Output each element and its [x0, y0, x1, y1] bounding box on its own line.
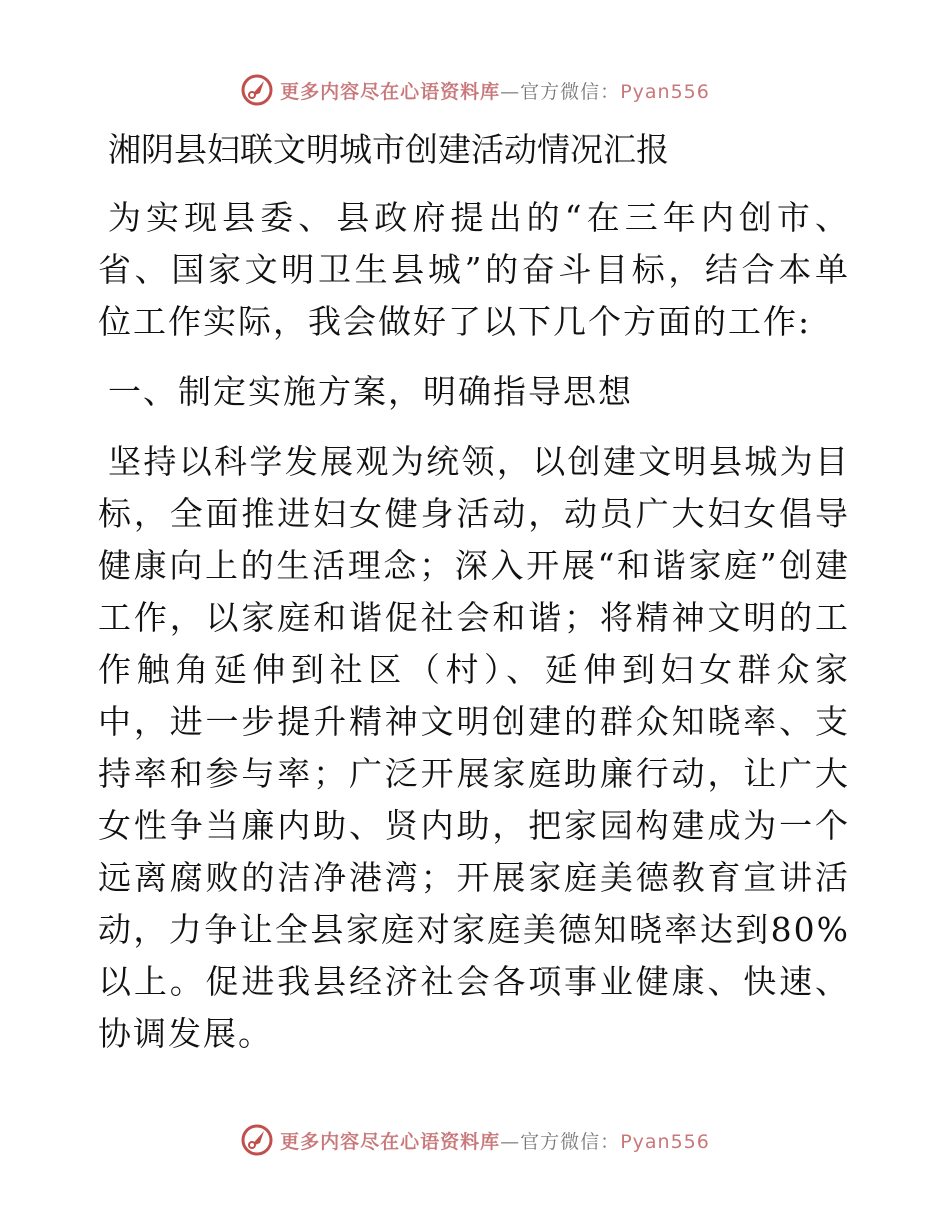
quill-logo-icon — [240, 73, 274, 107]
watermark-footer — [0, 1120, 950, 1160]
intro-paragraph: 为实现县委、县政府提出的“在三年内创市、省、国家文明卫生县城”的奋斗目标，结合本单位工作实际，我会做好了以下几个方面的工作: — [98, 198, 850, 341]
quill-logo-icon — [240, 1123, 274, 1157]
watermark-wechat-label: 官方微信： — [520, 80, 621, 103]
watermark-wechat-id: Pyan556 — [620, 80, 710, 103]
watermark-wechat-id: Pyan556 — [620, 1130, 710, 1153]
watermark-wechat-label: 官方微信： — [520, 1130, 621, 1153]
watermark-main: 更多内容尽在心语资料库 — [280, 1130, 501, 1153]
watermark-header — [0, 70, 950, 110]
section-1-heading: 一、制定实施方案，明确指导思想 — [108, 372, 633, 411]
section-1-paragraph: 坚持以科学发展观为统领，以创建文明县城为目标，全面推进妇女健身活动，动员广大妇女倡导健康向上的生活理念；深入开展“和谐家庭”创建工作，以家庭和谐促社会和谐；将精神文明的工作触角延伸到社区（村）、延伸到妇女群众家中，进一步提升精神文明创建的群众知晓率、支持率和参与率；广泛开展家庭助廉行动，让广大女性争当廉内助、贤内助，把家园构建成为一个远离腐败的洁净港湾；开展家庭美德教育宣讲活动，力争让全县家庭对家庭美德知晓率达到80%以上。促进我县经济社会各项事业健康、快速、协调发展。 — [98, 442, 850, 1053]
document-body — [98, 124, 850, 1078]
watermark-dash: — — [500, 1130, 521, 1153]
watermark-text — [280, 1127, 710, 1154]
watermark-text — [280, 77, 710, 104]
document-title: 湘阴县妇联文明城市创建活动情况汇报 — [108, 130, 669, 169]
watermark-main: 更多内容尽在心语资料库 — [280, 80, 501, 103]
watermark-dash: — — [500, 80, 521, 103]
